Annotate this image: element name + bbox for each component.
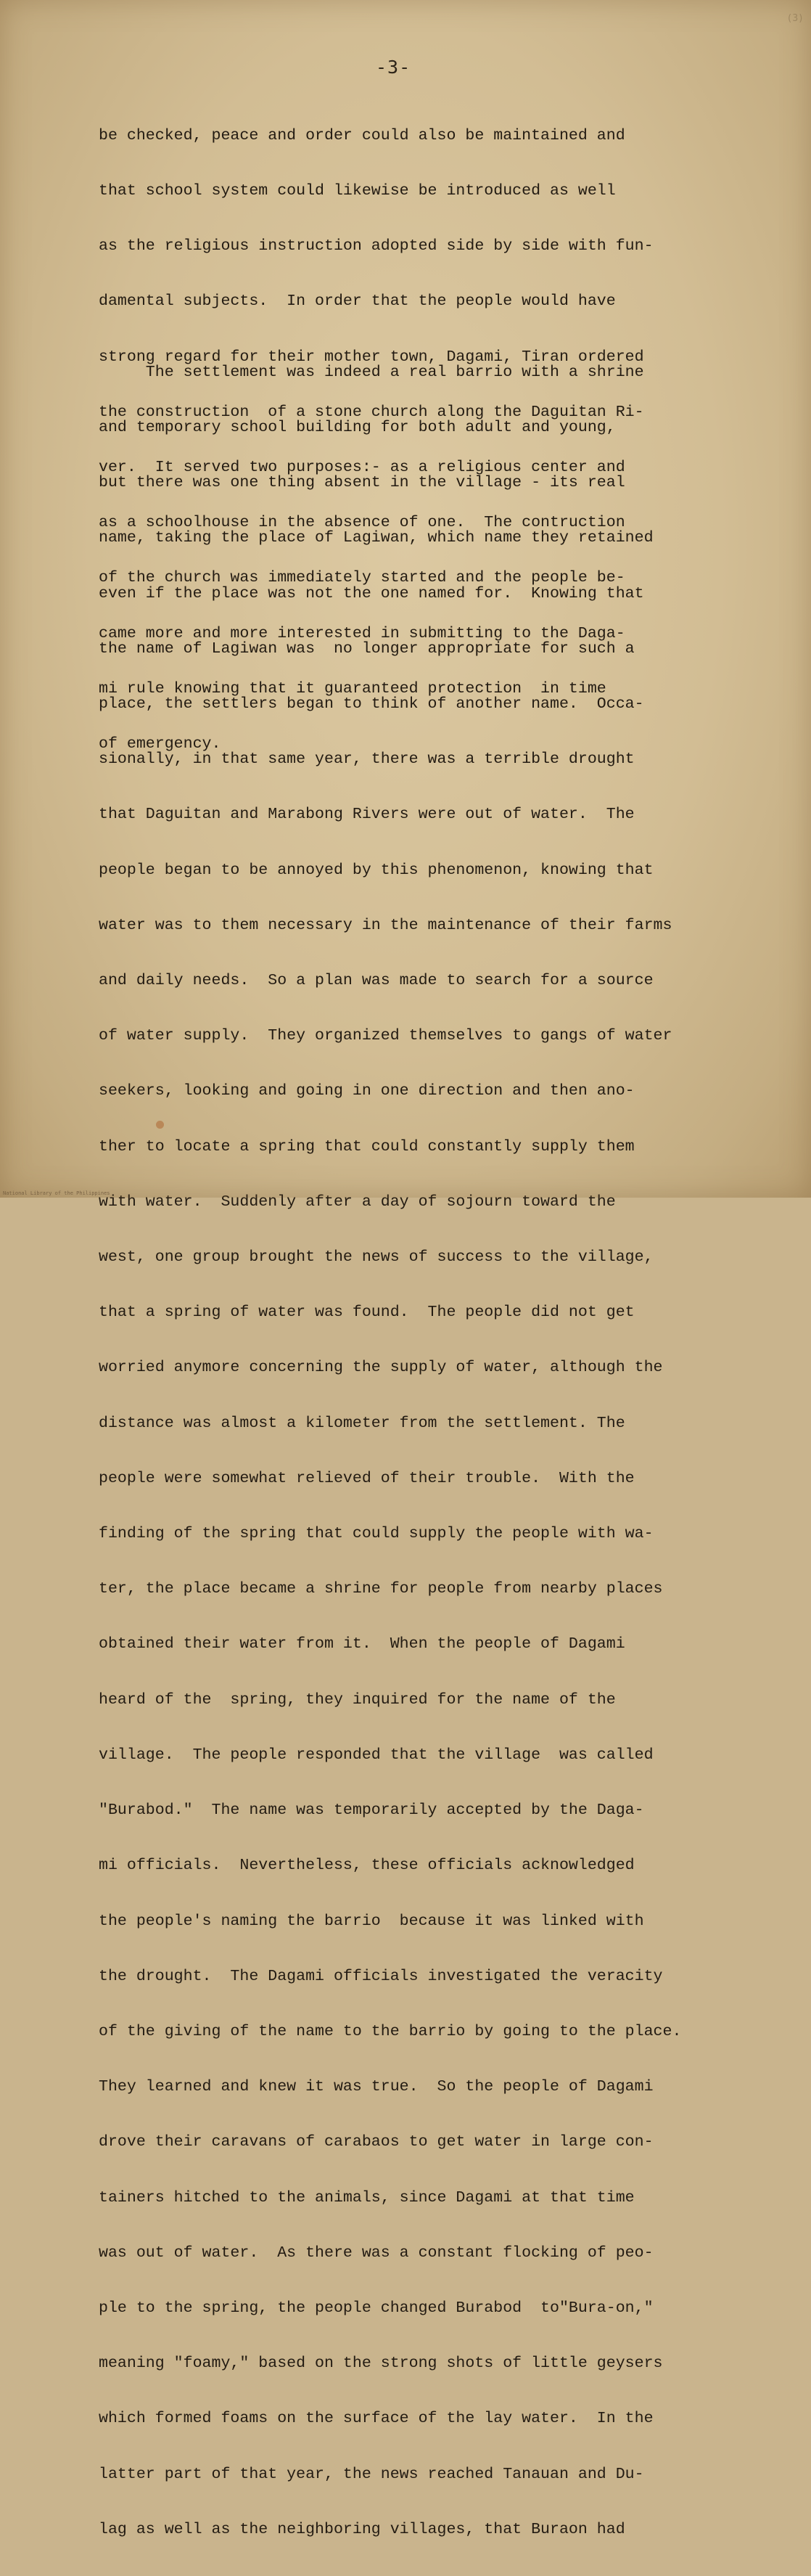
text-line: be checked, peace and order could also be maintained and [99, 126, 625, 144]
text-line: ple to the spring, the people changed Burabod to"Bura-on," [99, 2299, 654, 2317]
text-line: ver. It served two purposes:- as a religious center and [99, 459, 625, 477]
text-line: as the religious instruction adopted side by side with fun- [99, 237, 654, 255]
text-line: heard of the spring, they inquired for the name of the [99, 1690, 616, 1709]
text-line: west, one group brought the news of success to the village, [99, 1248, 654, 1267]
text-line: the name of Lagiwan was no longer appropriate for such a [99, 639, 635, 658]
page-number: -3- [376, 57, 411, 78]
text-line: finding of the spring that could supply the people with wa- [99, 1525, 654, 1543]
text-line: strong regard for their mother town, Dagami, Tiran ordered [99, 348, 644, 366]
text-line: damental subjects. In order that the people would have [99, 293, 616, 311]
text-line: of water supply. They organized themselves to gangs of water [99, 1027, 672, 1045]
text-line: mi officials. Nevertheless, these officials acknowledged [99, 1857, 635, 1875]
text-line: village. The people responded that the village was called [99, 1746, 654, 1764]
text-line: ter, the place became a shrine for people from nearby places [99, 1580, 663, 1598]
text-line: They learned and knew it was true. So the people of Dagami [99, 2078, 654, 2096]
text-line: and temporary school building for both adult and young, [99, 419, 616, 437]
text-line: tainers hitched to the animals, since Dagami at that time [99, 2188, 635, 2207]
text-line: the drought. The Dagami officials investigated the veracity [99, 1967, 663, 1985]
text-line: as a schoolhouse in the absence of one. The contruction [99, 514, 625, 532]
text-line: that Daguitan and Marabong Rivers were out of water. The [99, 806, 635, 824]
text-line: people were somewhat relieved of their trouble. With the [99, 1469, 635, 1487]
text-line: of the church was immediately started and the people be- [99, 569, 625, 587]
text-line: with water. Suddenly after a day of sojourn toward the [99, 1193, 616, 1211]
text-line: the construction of a stone church along the Daguitan Ri- [99, 403, 644, 421]
text-line: lag as well as the neighboring villages, that Buraon had [99, 2520, 625, 2538]
corner-mark: (3) [786, 13, 804, 24]
text-line: ther to locate a spring that could constantly supply them [99, 1137, 635, 1156]
text-line: seekers, looking and going in one direction and then ano- [99, 1082, 635, 1100]
text-line: name, taking the place of Lagiwan, which name they retained [99, 529, 654, 547]
text-line: latter part of that year, the news reached Tanauan and Du- [99, 2465, 644, 2483]
text-line: was out of water. As there was a constant flocking of peo- [99, 2244, 654, 2262]
text-line: water was to them necessary in the maintenance of their farms [99, 916, 672, 934]
text-line: people began to be annoyed by this phenomenon, knowing that [99, 861, 654, 879]
text-line: came more and more interested in submitting to the Daga- [99, 624, 625, 642]
text-line: of emergency. [99, 735, 221, 753]
text-line: that school system could likewise be introduced as well [99, 182, 616, 200]
text-line: "Burabod." The name was temporarily accepted by the Daga- [99, 1802, 644, 1820]
text-line: obtained their water from it. When the people of Dagami [99, 1635, 625, 1653]
text-line: place, the settlers began to think of another name. Occa- [99, 695, 644, 713]
paragraph-2 [99, 327, 681, 2576]
text-line: but there was one thing absent in the village - its real [99, 474, 625, 492]
text-line: and daily needs. So a plan was made to search for a source [99, 972, 654, 990]
text-line: sionally, in that same year, there was a terrible drought [99, 751, 635, 769]
text-line: worried anymore concerning the supply of water, although the [99, 1359, 663, 1377]
text-line: meaning "foamy," based on the strong shots of little geysers [99, 2355, 663, 2373]
text-line: mi rule knowing that it guaranteed protection in time [99, 679, 606, 698]
stain-dot [156, 1121, 164, 1129]
text-line: that a spring of water was found. The people did not get [99, 1304, 635, 1322]
text-line: The settlement was indeed a real barrio with a shrine [99, 363, 644, 381]
text-line: distance was almost a kilometer from the settlement. The [99, 1414, 625, 1432]
text-line: of the giving of the name to the barrio by going to the place. [99, 2022, 682, 2040]
text-line: which formed foams on the surface of the lay water. In the [99, 2410, 654, 2428]
footer-note: National Library of the Philippines [3, 1190, 110, 1196]
text-line: the people's naming the barrio because it was linked with [99, 1912, 644, 1930]
text-line: even if the place was not the one named for. Knowing that [99, 584, 644, 602]
text-line: drove their caravans of carabaos to get water in large con- [99, 2133, 654, 2151]
